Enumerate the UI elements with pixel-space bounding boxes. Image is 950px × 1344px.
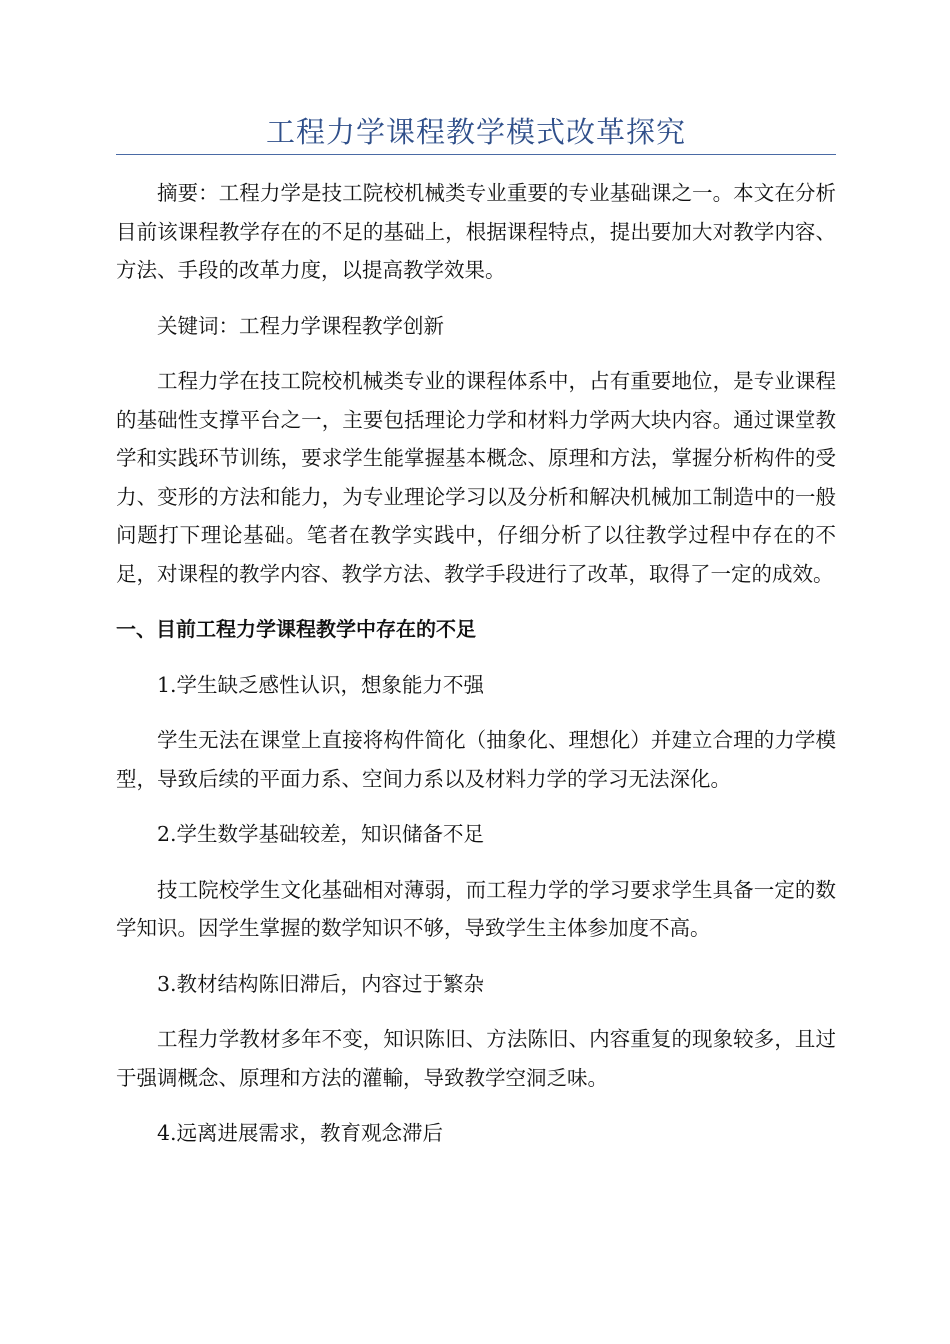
subsection-paragraph: 学生无法在课堂上直接将构件简化（抽象化、理想化）并建立合理的力学模型，导致后续的平面力系、空间力系以及材料力学的学习无法深化。 (116, 728, 836, 791)
subsection-heading: 1.学生缺乏感性认识，想象能力不强 (157, 672, 485, 697)
document-body (116, 174, 836, 1170)
abstract-paragraph: 摘要：工程力学是技工院校机械类专业重要的专业基础课之一。本文在分析目前该课程教学存在的不足的基础上，根据课程特点，提出要加大对教学内容、方法、手段的改革力度，以提高教学效果。 (116, 181, 836, 282)
intro-paragraph: 工程力学在技工院校机械类专业的课程体系中，占有重要地位，是专业课程的基础性支撑平台之一，主要包括理论力学和材料力学两大块内容。通过课堂教学和实践环节训练，要求学生能掌握基本概念、原理和方法，掌握分析构件的受力、变形的方法和能力，为专业理论学习以及分析和解决机械加工制造中的一般问题打下理论基础。笔者在教学实践中，仔细分析了以往教学过程中存在的不足，对课程的教学内容、教学方法、教学手段进行了改革，取得了一定的成效。 (116, 369, 836, 586)
title-underline (116, 154, 836, 155)
subsection-heading: 4.远离进展需求，教育观念滞后 (157, 1121, 444, 1145)
document-title: 工程力学课程教学模式改革探究 (265, 115, 686, 149)
subsection-heading: 2.学生数学基础较差，知识储备不足 (157, 822, 485, 846)
section-heading: 一、目前工程力学课程教学中存在的不足 (116, 617, 476, 641)
subsection-heading: 3.教材结构陈旧滞后，内容过于繁杂 (157, 971, 485, 996)
keywords-paragraph: 关键词：工程力学课程教学创新 (157, 313, 444, 338)
subsection-paragraph: 工程力学教材多年不变，知识陈旧、方法陈旧、内容重复的现象较多，且过于强调概念、原理和方法的灌輸，导致教学空洞乏味。 (116, 1027, 836, 1090)
subsection-paragraph: 技工院校学生文化基础相对薄弱，而工程力学的学习要求学生具备一定的数学知识。因学生掌握的数学知识不够，导致学生主体参加度不高。 (116, 877, 836, 940)
